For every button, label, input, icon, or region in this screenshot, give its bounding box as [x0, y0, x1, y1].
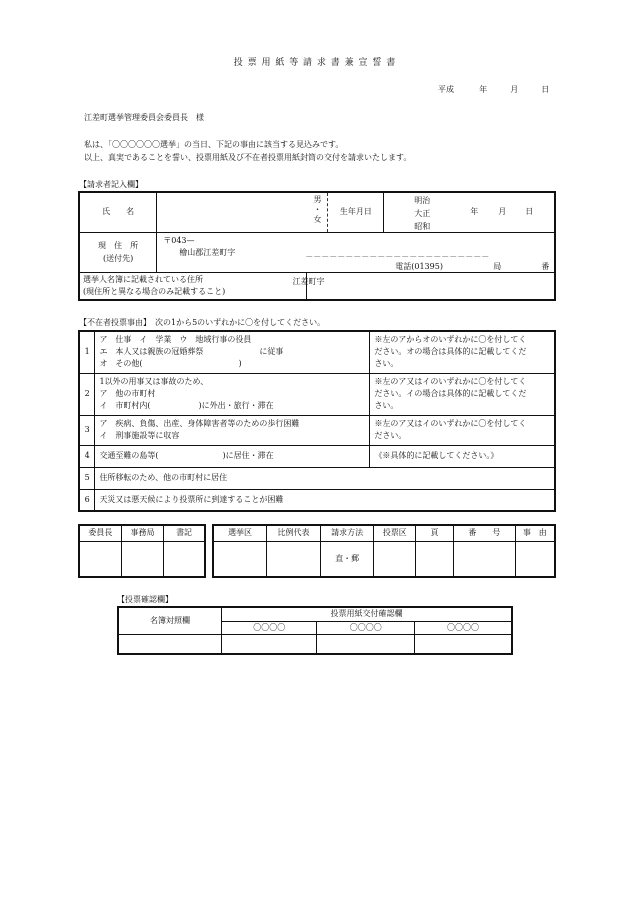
header-chairman: 委員長	[79, 525, 121, 541]
office-stamp-table	[78, 524, 206, 578]
reason-number: 6	[79, 489, 95, 511]
issue-confirm-sub-2: 〇〇〇〇	[317, 621, 415, 634]
reason-note	[370, 373, 555, 415]
phone-kyoku: 局	[493, 261, 502, 271]
reason-line: ア 疾病、負傷、出産、身体障害者等のための歩行困難	[99, 419, 300, 428]
gender-dot: ・	[313, 205, 322, 214]
addressee: 江差町選挙管理委員会委員長 様	[84, 113, 204, 122]
date-day: 日	[541, 85, 550, 94]
reason-line: イ 市町村内( )に外出・旅行・滞在	[99, 401, 274, 410]
reason-line: イ 刑事施設等に収容	[99, 431, 180, 440]
reason-line: 住所移転のため、他の市町村に居住	[99, 473, 228, 482]
birth-label: 生年月日	[339, 207, 372, 217]
office-record-table	[212, 524, 556, 578]
document-title: 投 票 用 紙 等 請 求 書 兼 宣 誓 書	[233, 58, 397, 68]
issue-confirm-label: 投票用紙交付確認欄	[221, 607, 512, 621]
era-showa[interactable]: 昭和	[414, 222, 431, 231]
registered-label-1: 選挙人名簿に記載されている住所	[83, 274, 203, 284]
address-dashes: －－－－－－－－－－－－－－－－－－－－－－－	[305, 251, 490, 261]
reason-row[interactable]	[79, 489, 555, 511]
stamp-clerk[interactable]	[164, 541, 205, 577]
address-label-cell	[79, 232, 157, 272]
reason-note-line: 《※具体的に記載してください。》	[374, 451, 499, 460]
reason-line: ア 仕事 イ 学業 ウ 地域行事の役員	[99, 335, 252, 345]
birth-day: 日	[525, 207, 534, 216]
requester-table	[78, 191, 556, 301]
roster-check-label: 名簿対照欄	[118, 607, 221, 634]
reason-text	[95, 373, 370, 415]
address-label: 現 住 所	[98, 241, 139, 250]
field-proportional[interactable]	[267, 541, 321, 577]
reason-number: 1	[79, 331, 95, 373]
reason-row[interactable]	[79, 445, 555, 467]
header-clerk: 書記	[164, 525, 205, 541]
reason-line: エ 本人又は親族の冠婚葬祭 に従事	[99, 347, 284, 357]
stamp-secretariat[interactable]	[121, 541, 163, 577]
issue-confirm-sub-1: 〇〇〇〇	[221, 621, 317, 634]
postal-code: 〒043—	[163, 235, 195, 245]
field-number[interactable]	[453, 541, 515, 577]
header-district: 選挙区	[213, 525, 267, 541]
reason-number: 5	[79, 467, 95, 489]
reason-line: 交通至難の島等( )に居住・滞在	[99, 451, 274, 460]
header-page: 頁	[416, 525, 454, 541]
name-label: 氏 名	[79, 192, 157, 232]
header-proportional: 比例代表	[267, 525, 321, 541]
address-sub: (送付先)	[103, 254, 134, 263]
reason-note	[370, 445, 555, 467]
field-page[interactable]	[416, 541, 454, 577]
reason-text	[95, 467, 555, 489]
reason-text	[95, 445, 370, 467]
stamp-chairman[interactable]	[79, 541, 121, 577]
reasons-heading: 【不在者投票事由】 次の1から5のいずれかに〇を付してください。	[79, 318, 326, 327]
date-year: 年	[479, 85, 488, 94]
header-precinct: 投票区	[374, 525, 416, 541]
header-secretariat: 事務局	[121, 525, 163, 541]
field-district[interactable]	[213, 541, 267, 577]
reason-number: 3	[79, 415, 95, 445]
reason-note-line: さい。	[374, 401, 399, 410]
registered-label-cell	[79, 272, 306, 300]
reason-line: オ その他( )	[99, 359, 242, 369]
issue-confirm-sub-3: 〇〇〇〇	[414, 621, 512, 634]
intro-line-1: 私は、「〇〇〇〇〇〇選挙」の当日、下記の事由に該当する見込みです。	[84, 140, 344, 149]
reason-number: 4	[79, 445, 95, 467]
reason-text	[95, 415, 370, 445]
name-field[interactable]	[157, 192, 328, 232]
registered-label-2: (現住所と異なる場合のみ記載すること)	[83, 286, 226, 296]
gender-cell[interactable]	[313, 192, 384, 232]
reason-note-line: さい。	[374, 359, 399, 369]
registered-address-field[interactable]	[292, 272, 555, 300]
reason-row[interactable]	[79, 467, 555, 489]
date-month: 月	[510, 85, 519, 94]
issue-confirm-field-1[interactable]	[221, 634, 317, 654]
era-taisho[interactable]: 大正	[414, 209, 431, 218]
address-district: 檜山郡江差町字	[179, 247, 236, 257]
header-reason: 事 由	[515, 525, 555, 541]
reason-note	[370, 415, 555, 445]
gender-male[interactable]: 男	[313, 195, 322, 204]
phone-ban: 番	[541, 261, 550, 271]
reason-note	[370, 331, 555, 373]
header-method: 請求方法	[320, 525, 374, 541]
reason-line: 1以外の用事又は事故のため、	[99, 377, 209, 386]
reason-row[interactable]	[79, 373, 555, 415]
reason-note-line: ※左のア又はイのいずれかに〇を付してく	[374, 419, 527, 428]
confirm-table	[117, 606, 513, 655]
era-meiji[interactable]: 明治	[414, 196, 431, 205]
reason-line: 天災又は悪天候により投票所に到達することが困難	[99, 494, 284, 504]
reason-note-line: ださい。オの場合は具体的に記載してくだ	[374, 347, 527, 357]
date-era: 平成	[438, 85, 454, 94]
field-reason[interactable]	[515, 541, 555, 577]
intro-line-2: 以上、真実であることを誓い、投票用紙及び不在者投票用紙封筒の交付を請求いたします。	[84, 153, 412, 162]
date-line	[438, 85, 549, 94]
birth-year: 年	[470, 207, 479, 216]
reason-text	[95, 489, 555, 511]
reason-row[interactable]	[79, 415, 555, 445]
reason-row[interactable]	[79, 331, 555, 373]
reason-text	[95, 331, 370, 373]
issue-confirm-field-3[interactable]	[414, 634, 512, 654]
requester-heading: 【請求者記入欄】	[79, 180, 143, 189]
registered-address-value: 江差町字	[292, 276, 325, 286]
roster-check-field[interactable]	[118, 634, 221, 654]
reason-note-line: ださい。	[374, 431, 407, 440]
reason-note-line: ※左のア又はイのいずれかに〇を付してく	[374, 377, 527, 386]
gender-female[interactable]: 女	[313, 215, 322, 224]
confirm-heading: 【投票確認欄】	[117, 595, 173, 604]
birth-month: 月	[498, 207, 507, 216]
birth-field[interactable]	[384, 192, 555, 232]
address-field[interactable]	[157, 232, 555, 272]
issue-confirm-field-2[interactable]	[317, 634, 415, 654]
field-precinct[interactable]	[374, 541, 416, 577]
reason-note-line: ださい。イの場合は具体的に記載してくだ	[374, 389, 527, 398]
phone-label: 電話(01395)	[395, 261, 443, 271]
reason-line: ア 他の市町村	[99, 389, 156, 398]
reason-note-line: ※左のアからオのいずれかに〇を付してく	[374, 335, 527, 345]
field-method[interactable]: 直・郵	[320, 541, 374, 577]
reasons-table	[78, 330, 556, 512]
header-number: 番 号	[453, 525, 515, 541]
reason-number: 2	[79, 373, 95, 415]
